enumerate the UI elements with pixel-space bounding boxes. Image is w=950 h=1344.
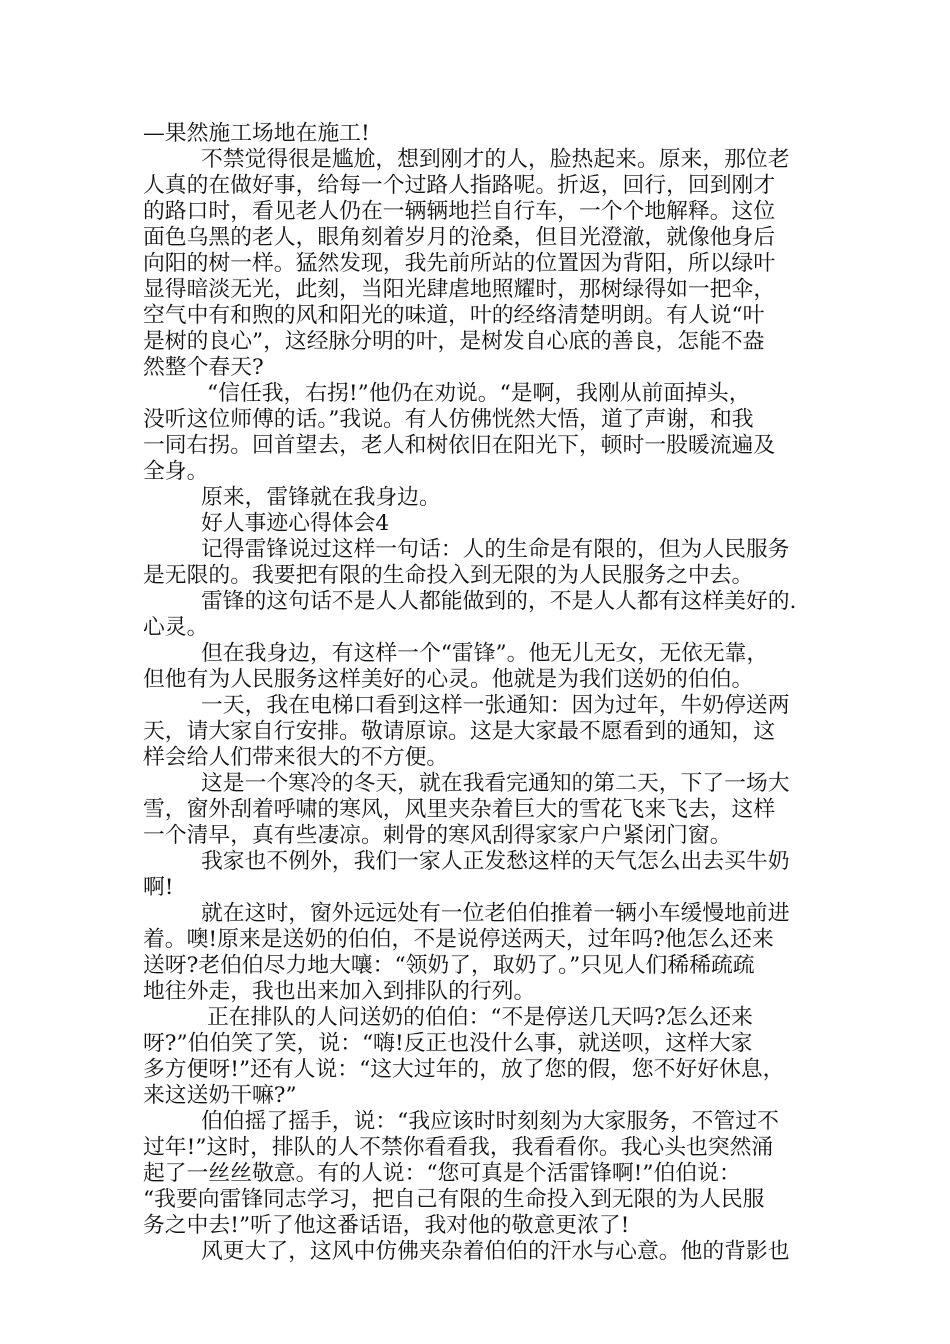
text-line: 的路口时，看见老人仍在一辆辆地拦自行车，一个个地解释。这位 [143,199,776,224]
text-line: 啊! [143,875,174,900]
text-line: 雪，窗外刮着呼啸的寒风，风里夹杂着巨大的雪花飞来飞去，这样 [143,797,776,822]
paragraph-start-line: 不禁觉得很是尴尬，想到刚才的人，脸热起来。原来，那位老 [201,147,790,172]
text-line: 天，请大家自行安排。敬请原谅。这是大家最不愿看到的通知，这 [143,719,776,744]
text-line: 向阳的树一样。猛然发现，我先前所站的位置因为背阳，所以绿叶 [143,251,776,276]
text-line: 送呀?老伯伯尽力地大嚷：“领奶了，取奶了。”只见人们稀稀疏疏 [143,953,755,978]
paragraph-start-line: 这是一个寒冷的冬天，就在我看完通知的第二天，下了一场大 [201,771,790,796]
text-line: 是树的良心”，这经脉分明的叶，是树发自心底的善良，怎能不盎 [143,329,765,354]
text-line: 全身。 [143,459,209,484]
text-line: 来这送奶干嘛?” [143,1083,297,1108]
paragraph-start-line: 正在排队的人问送奶的伯伯：“不是停送几天吗?怎么还来 [207,1005,753,1030]
text-line: 没听这位师傅的话。”我说。有人仿佛恍然大悟，道了声谢，和我 [143,407,754,432]
text-line: 空气中有和煦的风和阳光的味道，叶的经络清楚明朗。有人说“叶 [143,303,765,328]
text-line: 样会给人们带来很大的不方便。 [143,745,449,770]
text-line: 人真的在做好事，给每一个过路人指路呢。折返，回行，回到刚才 [143,173,776,198]
text-line: 一同右拐。回首望去，老人和树依旧在阳光下，顿时一股暖流遍及 [143,433,776,458]
document-body [143,121,815,1265]
text-line: 心灵。 [143,615,209,640]
text-line: 着。噢!原来是送奶的伯伯，不是说停送两天，过年吗?他怎么还来 [143,927,774,952]
paragraph-start-line: 原来，雷锋就在我身边。 [201,485,441,510]
text-line: 务之中去!”听了他这番话语，我对他的敬意更浓了! [143,1213,630,1238]
text-line: 然整个春天? [143,355,264,380]
paragraph-start-line: 就在这时，窗外远远处有一位老伯伯推着一辆小车缓慢地前进 [201,901,790,926]
text-line: 起了一丝丝敬意。有的人说：“您可真是个活雷锋啊!”伯伯说： [143,1161,741,1186]
text-line: 地往外走，我也出来加入到排队的行列。 [143,979,536,1004]
text-line: 一个清早，真有些凄凉。刺骨的寒风刮得家家户户紧闭门窗。 [143,823,732,848]
paragraph-start-line: 风更大了，这风中仿佛夹杂着伯伯的汗水与心意。他的背影也 [201,1239,790,1264]
text-line: 呀?”伯伯笑了笑，说：“嗨!反正也没什么事，就送呗，这样大家 [143,1031,753,1056]
paragraph-start-line: 伯伯摇了摇手，说：“我应该时时刻刻为大家服务，不管过不 [201,1109,779,1134]
paragraph-start-line: “信任我，右拐!”他仍在劝说。“是啊，我刚从前面掉头， [207,381,751,406]
text-line: 多方便呀!”还有人说：“这大过年的，放了您的假，您不好好休息， [143,1057,785,1082]
text-line: 是无限的。我要把有限的生命投入到无限的为人民服务之中去。 [143,563,754,588]
paragraph-start-line: 我家也不例外，我们一家人正发愁这样的天气怎么出去买牛奶 [201,849,790,874]
paragraph-start-line: 雷锋的这句话不是人人都能做到的，不是人人都有这样美好的. [201,589,797,614]
text-line: —果然施工场地在施工! [143,121,370,146]
text-line: 显得暗淡无光，此刻，当阳光肆虐地照耀时，那树绿得如一把伞， [143,277,776,302]
text-line: “我要向雷锋同志学习，把自己有限的生命投入到无限的为人民服 [143,1187,765,1212]
paragraph-start-line: 一天，我在电梯口看到这样一张通知：因为过年，牛奶停送两 [201,693,790,718]
text-line: 面色乌黑的老人，眼角刻着岁月的沧桑，但目光澄澈，就像他身后 [143,225,776,250]
section-heading: 好人事迹心得体会4 [201,511,390,536]
text-line: 但他有为人民服务这样美好的心灵。他就是为我们送奶的伯伯。 [143,667,754,692]
paragraph-start-line: 记得雷锋说过这样一句话：人的生命是有限的，但为人民服务 [201,537,790,562]
paragraph-start-line: 但在我身边，有这样一个“雷锋”。他无儿无女，无依无靠， [201,641,769,666]
text-line: 过年!”这时，排队的人不禁你看看我，我看看你。我心头也突然涌 [143,1135,774,1160]
